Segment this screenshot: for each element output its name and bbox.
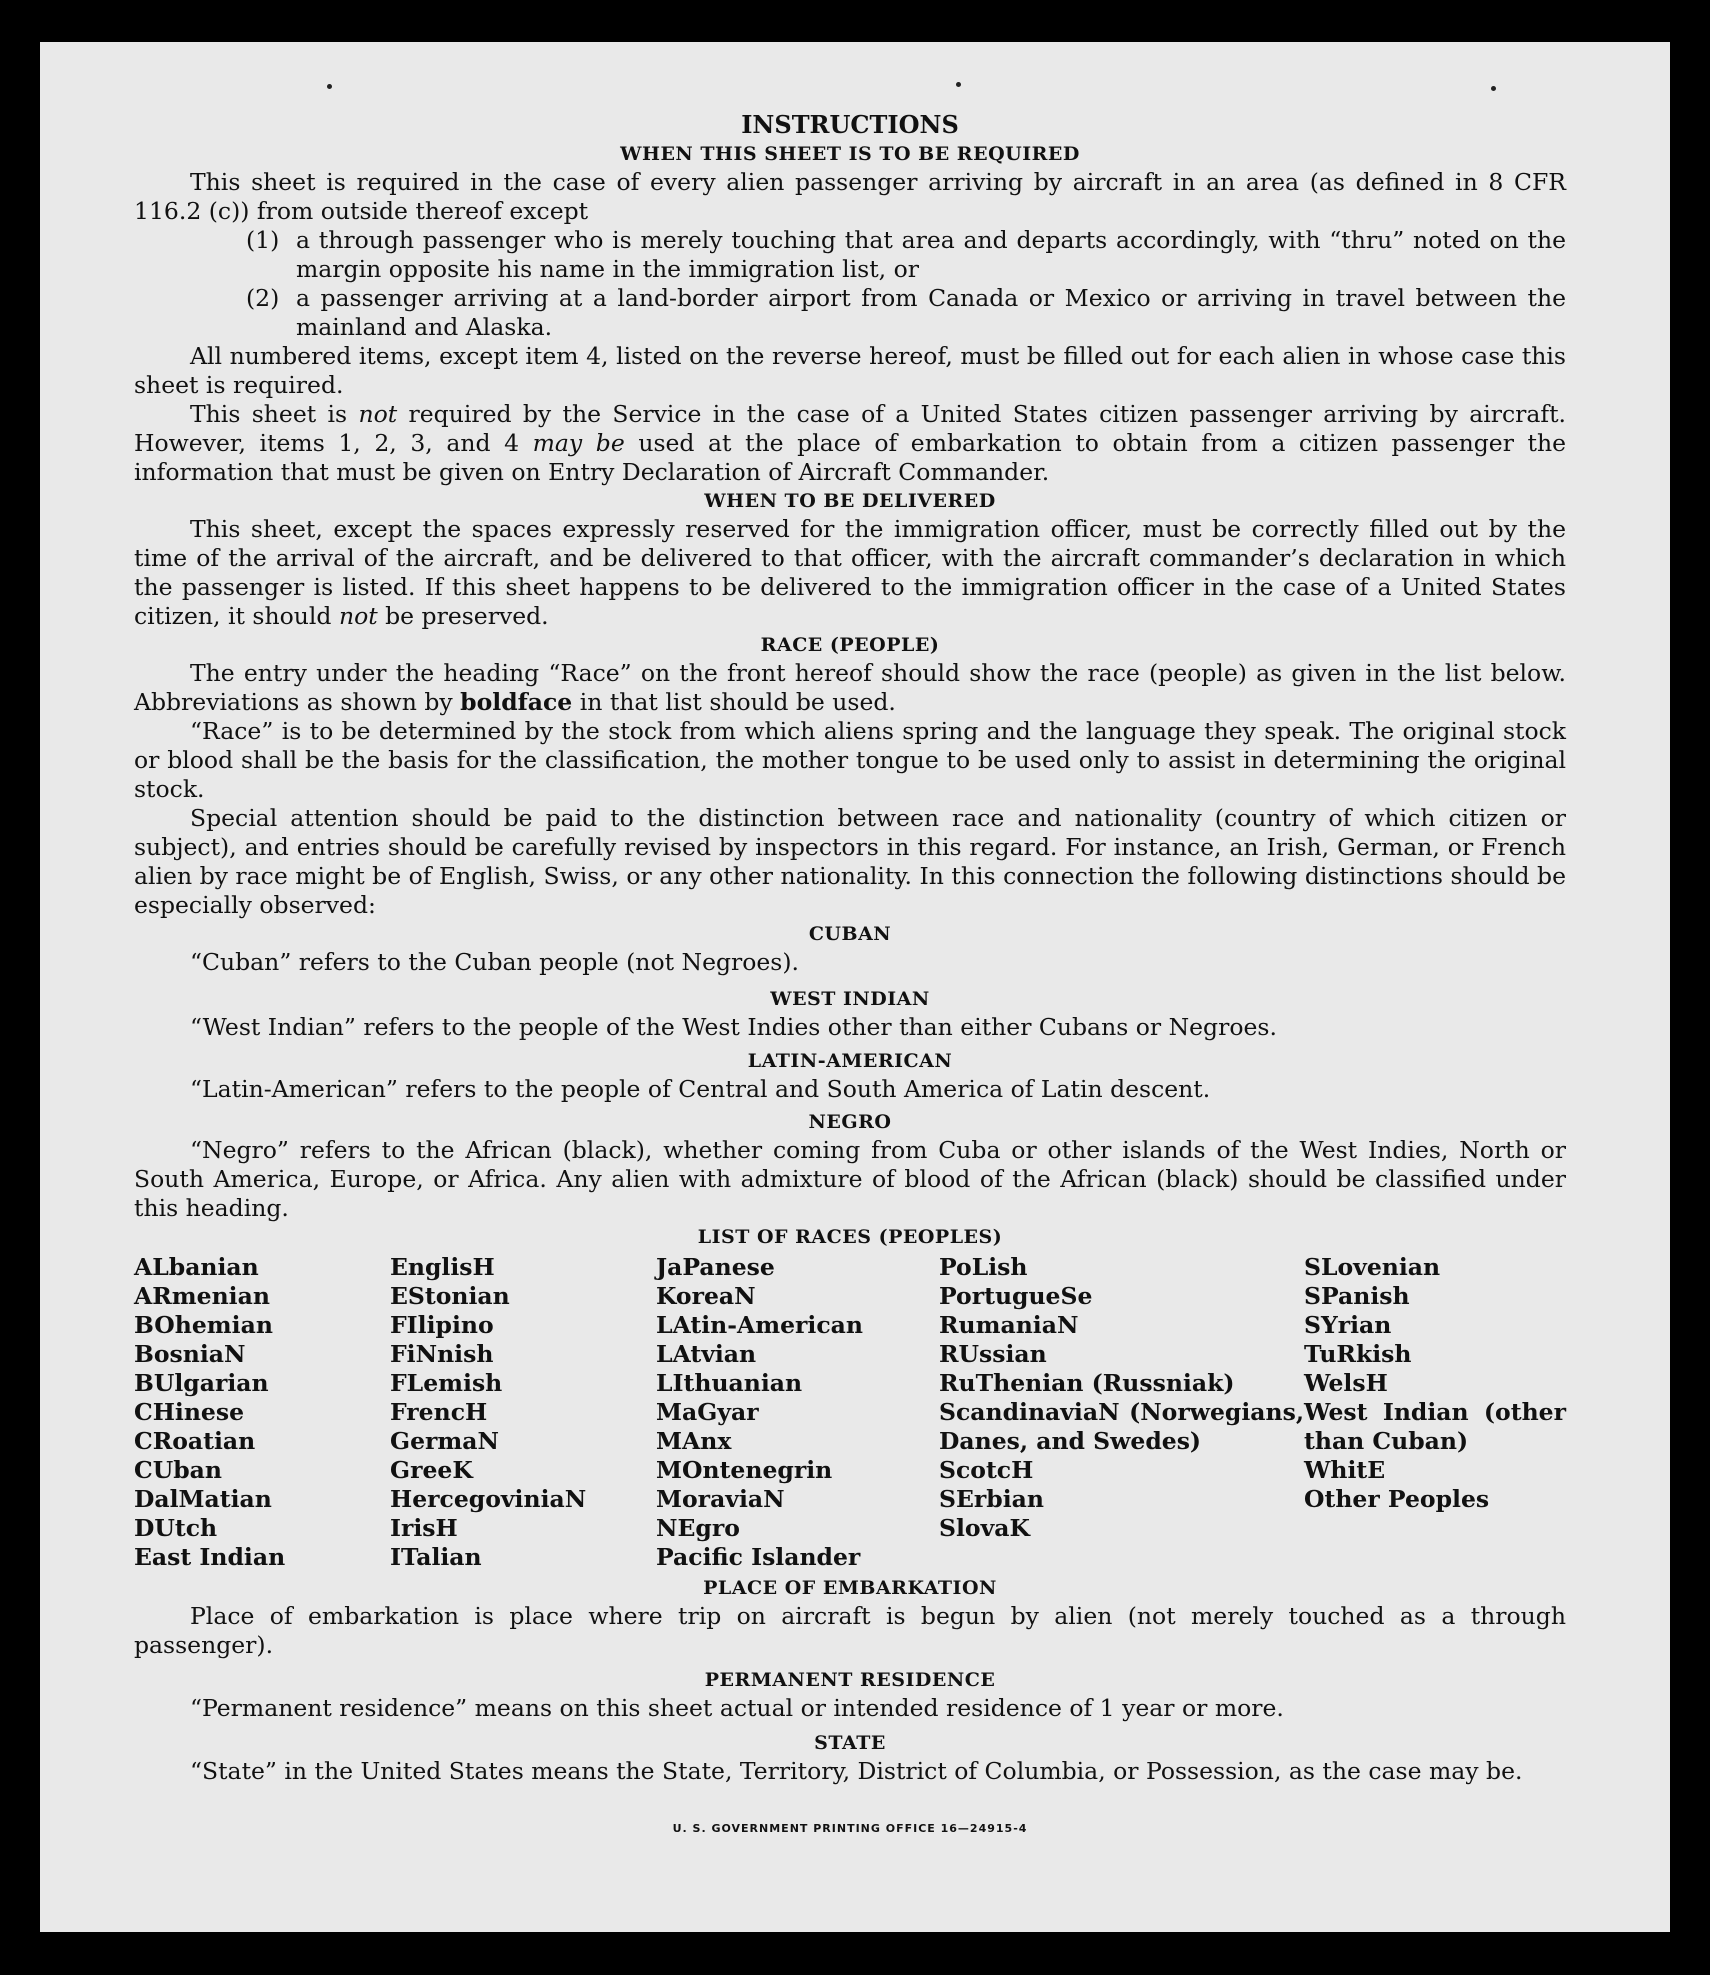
- paragraph: “Latin-American” refers to the people of Central and South America of Latin descent.: [190, 1075, 1211, 1103]
- races-list: [134, 1253, 1566, 1572]
- section-heading: LIST OF RACES (PEOPLES): [697, 1226, 1003, 1248]
- text-run: used at the place of embarkation to obtain from a citizen passenger the information that must be given on Entry Declaration of Aircraft Commander.: [134, 429, 1567, 486]
- race-entry: RUssian: [939, 1340, 1047, 1368]
- races-column: [390, 1253, 656, 1572]
- race-entry: RumaniaN: [939, 1311, 1079, 1339]
- punch-mark: [327, 84, 332, 89]
- printer-imprint: U. S. GOVERNMENT PRINTING OFFICE 16—24915-4: [672, 1822, 1028, 1835]
- races-column: [1304, 1253, 1566, 1572]
- list-text: a through passenger who is merely touching that area and departs accordingly, with “thru” noted on the margin opposite his name in the immigration list, or: [296, 226, 1566, 283]
- italic-text: may be: [532, 429, 625, 457]
- italic-text: not: [338, 602, 378, 630]
- race-entry: SLovenian: [1304, 1253, 1441, 1281]
- paragraph: [134, 515, 1566, 631]
- race-entry: WhitE: [1304, 1456, 1386, 1484]
- race-entry: East Indian: [134, 1543, 286, 1571]
- text-run: be preserved.: [377, 602, 549, 630]
- punch-mark: [956, 82, 961, 87]
- race-entry: CUban: [134, 1456, 222, 1484]
- race-entry: CHinese: [134, 1398, 245, 1426]
- italic-text: not: [358, 400, 398, 428]
- paragraph: “Race” is to be determined by the stock from which aliens spring and the language they speak. The original stock or blood shall be the basis for the classification, the mother tongue to be used only to assist in determining the original stock.: [134, 717, 1566, 803]
- race-entry: JaPanese: [656, 1253, 775, 1281]
- text-run: This sheet, except the spaces expressly reserved for the immigration officer, must be correctly filled out by the time of the arrival of the aircraft, and be delivered to that officer, with the aircraft commander’s declaration in which the passenger is listed. If this sheet happens to be delivered to the immigration officer in the case of a United States citizen, it should: [134, 515, 1566, 630]
- section-heading: CUBAN: [808, 923, 892, 945]
- instructions-body: [134, 110, 1566, 1843]
- race-entry: WelsH: [1304, 1369, 1388, 1397]
- paragraph: This sheet is required in the case of every alien passenger arriving by aircraft in an area (as defined in 8 CFR 116.2 (c)) from outside thereof except: [134, 168, 1566, 225]
- race-entry: ITalian: [390, 1543, 482, 1571]
- race-entry: SPanish: [1304, 1282, 1410, 1310]
- race-entry: BUlgarian: [134, 1369, 269, 1397]
- paragraph: “Negro” refers to the African (black), whether coming from Cuba or other islands of the West Indies, North or South America, Europe, or Africa. Any alien with admixture of blood of the African (black) should be classified under this heading.: [134, 1136, 1566, 1222]
- paragraph: [134, 659, 1566, 717]
- section-heading: WHEN TO BE DELIVERED: [704, 490, 996, 512]
- race-entry: FIlipino: [390, 1311, 494, 1339]
- race-entry: LAtvian: [656, 1340, 757, 1368]
- document-sheet: [40, 42, 1670, 1932]
- race-entry: PortugueSe: [939, 1282, 1093, 1310]
- page-title: INSTRUCTIONS: [741, 110, 959, 139]
- race-entry: TuRkish: [1304, 1340, 1412, 1368]
- race-entry: SErbian: [939, 1485, 1044, 1513]
- section-heading: NEGRO: [808, 1111, 892, 1133]
- paragraph: All numbered items, except item 4, listed on the reverse hereof, must be filled out for each alien in whose case this sheet is required.: [134, 342, 1566, 399]
- race-entry: EnglisH: [390, 1253, 495, 1281]
- paragraph: “Permanent residence” means on this sheet actual or intended residence of 1 year or more.: [190, 1694, 1284, 1722]
- text-run: This sheet is: [190, 400, 359, 428]
- punch-mark: [1491, 86, 1496, 91]
- race-entry: LAtin-American: [656, 1311, 863, 1339]
- race-entry: ARmenian: [134, 1282, 270, 1310]
- section-heading: PLACE OF EMBARKATION: [703, 1577, 997, 1599]
- race-entry: FrencH: [390, 1398, 488, 1426]
- race-entry: FiNnish: [390, 1340, 494, 1368]
- list-text: a passenger arriving at a land-border airport from Canada or Mexico or arriving in travel between the mainland and Alaska.: [296, 284, 1566, 341]
- races-column: [656, 1253, 939, 1572]
- race-entry: DalMatian: [134, 1485, 272, 1513]
- race-entry: GreeK: [390, 1456, 473, 1484]
- race-entry: SlovaK: [939, 1514, 1030, 1542]
- paragraph: Special attention should be paid to the distinction between race and nationality (country of which citizen or subject), and entries should be carefully revised by inspectors in this regard. For instance, an Irish, German, or French alien by race might be of English, Swiss, or any other nationality. In this connection the following distinctions should be especially observed:: [134, 804, 1566, 919]
- race-entry: PoLish: [939, 1253, 1028, 1281]
- race-entry: KoreaN: [656, 1282, 756, 1310]
- list-number: (1): [246, 226, 280, 254]
- text-run: required by the Service in the case of a United States citizen passenger arriving by aircraft. However, items 1, 2, 3, and 4: [134, 400, 1566, 457]
- list-item: [246, 284, 1566, 342]
- section-heading: WHEN THIS SHEET IS TO BE REQUIRED: [620, 143, 1080, 165]
- race-entry: DUtch: [134, 1514, 218, 1542]
- paragraph: “Cuban” refers to the Cuban people (not Negroes).: [190, 948, 800, 976]
- paragraph: [134, 400, 1566, 487]
- race-entry: RuThenian (Russniak): [939, 1369, 1235, 1397]
- race-entry: CRoatian: [134, 1427, 256, 1455]
- paragraph: “West Indian” refers to the people of the West Indies other than either Cubans or Negroes.: [190, 1013, 1277, 1041]
- race-entry: ALbanian: [134, 1253, 259, 1281]
- race-entry: MAnx: [656, 1427, 732, 1455]
- race-entry: MOntenegrin: [656, 1456, 833, 1484]
- race-entry: IrisH: [390, 1514, 458, 1542]
- text-run: The entry under the heading “Race” on the front hereof should show the race (people) as given in the list below. Abbreviations as shown by: [134, 659, 1566, 716]
- section-heading: STATE: [814, 1732, 886, 1754]
- section-heading: WEST INDIAN: [770, 988, 930, 1010]
- race-entry: LIthuanian: [656, 1369, 803, 1397]
- race-entry: Pacific Islander: [656, 1543, 861, 1571]
- races-column: [939, 1253, 1304, 1572]
- text-run: in that list should be used.: [572, 688, 896, 716]
- bold-text: boldface: [460, 688, 573, 716]
- section-heading: PERMANENT RESIDENCE: [704, 1669, 996, 1691]
- race-entry: HercegoviniaN: [390, 1485, 587, 1513]
- race-entry: SYrian: [1304, 1311, 1392, 1339]
- list-item: [246, 226, 1566, 284]
- race-entry: BosniaN: [134, 1340, 246, 1368]
- race-entry: ScandinaviaN (Norwegians, Danes, and Swedes): [939, 1398, 1304, 1455]
- paragraph: Place of embarkation is place where trip on aircraft is begun by alien (not merely touched as a through passenger).: [134, 1602, 1566, 1659]
- section-heading: LATIN-AMERICAN: [747, 1050, 953, 1072]
- race-entry: EStonian: [390, 1282, 510, 1310]
- race-entry: Other Peoples: [1304, 1485, 1490, 1513]
- race-entry: GermaN: [390, 1427, 499, 1455]
- races-column: [134, 1253, 390, 1572]
- race-entry: BOhemian: [134, 1311, 273, 1339]
- race-entry: NEgro: [656, 1514, 740, 1542]
- race-entry: West Indian (other than Cuban): [1304, 1398, 1566, 1455]
- section-heading: RACE (PEOPLE): [760, 634, 940, 656]
- race-entry: MoraviaN: [656, 1485, 785, 1513]
- race-entry: ScotcH: [939, 1456, 1034, 1484]
- paragraph: “State” in the United States means the State, Territory, District of Columbia, or Possession, as the case may be.: [190, 1757, 1523, 1785]
- race-entry: FLemish: [390, 1369, 503, 1397]
- list-number: (2): [246, 284, 280, 312]
- race-entry: MaGyar: [656, 1398, 759, 1426]
